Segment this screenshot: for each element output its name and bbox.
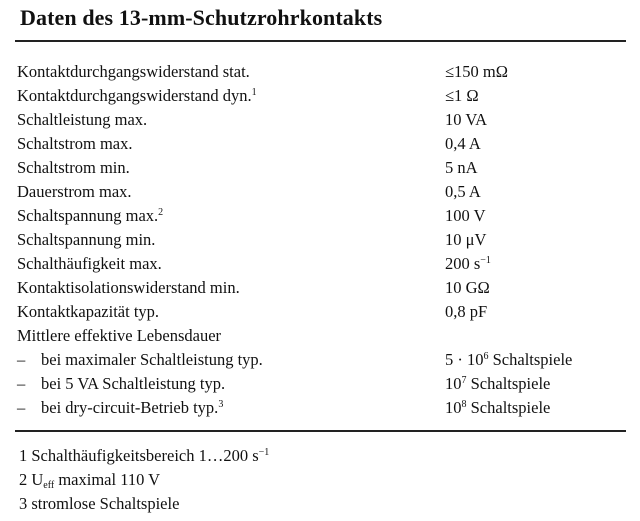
value-unit: Schaltspiele <box>466 398 551 417</box>
lifetime-row <box>17 348 627 372</box>
spec-label-text: Dauerstrom max. <box>17 182 132 201</box>
page-title: Daten des 13-mm-Schutzrohrkontakts <box>20 5 383 30</box>
spec-value-text: 10 VA <box>445 110 488 129</box>
spec-row <box>17 60 627 84</box>
footnote-3 <box>19 492 179 516</box>
spec-value-text: ≤150 mΩ <box>445 62 509 81</box>
spec-label-text: Schalthäufigkeit max. <box>17 254 162 273</box>
spec-value-text: 10 μV <box>445 230 487 249</box>
spec-label <box>17 180 132 204</box>
dash-marker: – <box>17 398 26 417</box>
dash-marker: – <box>17 374 26 393</box>
spec-value-text: 200 s <box>445 254 481 273</box>
spec-label-text: Schaltleistung max. <box>17 110 148 129</box>
lifetime-label-text: bei maximaler Schaltleistung typ. <box>41 350 263 369</box>
spec-value <box>445 252 491 276</box>
dash-marker: – <box>17 350 26 369</box>
lifetime-label <box>17 348 263 372</box>
value-exponent: 6 <box>483 351 489 362</box>
value-exponent: 8 <box>461 399 467 410</box>
footnote-divider <box>15 430 626 432</box>
spec-value <box>445 60 508 84</box>
spec-label <box>17 132 132 156</box>
spec-label-text: Schaltspannung min. <box>17 230 156 249</box>
footnote-ref: 1 <box>251 87 257 98</box>
footnote-ref: 3 <box>218 399 224 410</box>
footnote-1 <box>19 444 269 468</box>
footnote-subscript: eff <box>43 480 55 491</box>
value-base: 10 <box>445 374 462 393</box>
spec-label-text: Schaltstrom min. <box>17 158 130 177</box>
footnote-text: stromlose Schaltspiele <box>31 494 180 513</box>
spec-row <box>17 324 627 348</box>
spec-label <box>17 228 155 252</box>
footnote-ref: 2 <box>158 207 164 218</box>
spec-value <box>445 300 487 324</box>
spec-row <box>17 300 627 324</box>
lifetime-row <box>17 372 627 396</box>
spec-label-text: Kontaktkapazität typ. <box>17 302 160 321</box>
spec-label-text: Schaltspannung max. <box>17 206 159 225</box>
footnote-symbol: U <box>31 470 44 489</box>
top-divider <box>15 40 626 42</box>
spec-label <box>17 108 147 132</box>
spec-value <box>445 156 478 180</box>
footnote-text: Schalthäufigkeitsbereich 1…200 s <box>31 446 259 465</box>
spec-row <box>17 108 627 132</box>
spec-value <box>445 204 486 228</box>
spec-label <box>17 156 130 180</box>
spec-label-text: Schaltstrom max. <box>17 134 133 153</box>
spec-row <box>17 132 627 156</box>
spec-value <box>445 132 481 156</box>
lifetime-value <box>445 396 550 420</box>
value-unit: Schaltspiele <box>488 350 573 369</box>
lifetime-label-text: bei dry-circuit-Betrieb typ. <box>41 398 219 417</box>
spec-label <box>17 324 221 348</box>
spec-label-text: Kontaktdurchgangswiderstand dyn. <box>17 86 252 105</box>
lifetime-value <box>445 372 550 396</box>
spec-row <box>17 84 627 108</box>
spec-value <box>445 108 487 132</box>
footnote-2 <box>19 468 160 492</box>
footnote-number: 1 <box>19 446 28 465</box>
spec-row <box>17 156 627 180</box>
lifetime-value <box>445 348 572 372</box>
value-base: 10 <box>445 398 462 417</box>
spec-label <box>17 84 257 108</box>
footnote-number: 2 <box>19 470 28 489</box>
footnote-text: maximal 110 V <box>54 470 161 489</box>
value-exponent: −1 <box>480 255 491 266</box>
spec-label <box>17 276 240 300</box>
spec-row <box>17 252 627 276</box>
spec-row <box>17 228 627 252</box>
spec-value <box>445 84 479 108</box>
lifetime-label <box>17 396 223 420</box>
spec-label <box>17 60 250 84</box>
lifetime-label-text: bei 5 VA Schaltleistung typ. <box>41 374 226 393</box>
spec-label-text: Kontaktisolationswiderstand min. <box>17 278 240 297</box>
footnote-superscript: −1 <box>258 447 270 458</box>
spec-value <box>445 180 481 204</box>
spec-row <box>17 276 627 300</box>
spec-value-text: ≤1 Ω <box>445 86 479 105</box>
value-exponent: 7 <box>461 375 467 386</box>
spec-label <box>17 204 163 228</box>
spec-row <box>17 204 627 228</box>
spec-label-text: Mittlere effektive Lebensdauer <box>17 326 222 345</box>
spec-value-text: 0,5 A <box>445 182 481 201</box>
spec-value-text: 0,8 pF <box>445 302 488 321</box>
spec-label <box>17 300 159 324</box>
spec-value-text: 5 nA <box>445 158 478 177</box>
spec-value <box>445 276 490 300</box>
value-unit: Schaltspiele <box>466 374 551 393</box>
lifetime-row <box>17 396 627 420</box>
value-base: 5 · 10 <box>445 350 484 369</box>
spec-value <box>445 228 486 252</box>
spec-label <box>17 252 162 276</box>
spec-label-text: Kontaktdurchgangswiderstand stat. <box>17 62 250 81</box>
footnote-number: 3 <box>19 494 28 513</box>
spec-value-text: 100 V <box>445 206 486 225</box>
spec-value-text: 0,4 A <box>445 134 481 153</box>
spec-row <box>17 180 627 204</box>
lifetime-label <box>17 372 225 396</box>
spec-value-text: 10 GΩ <box>445 278 490 297</box>
